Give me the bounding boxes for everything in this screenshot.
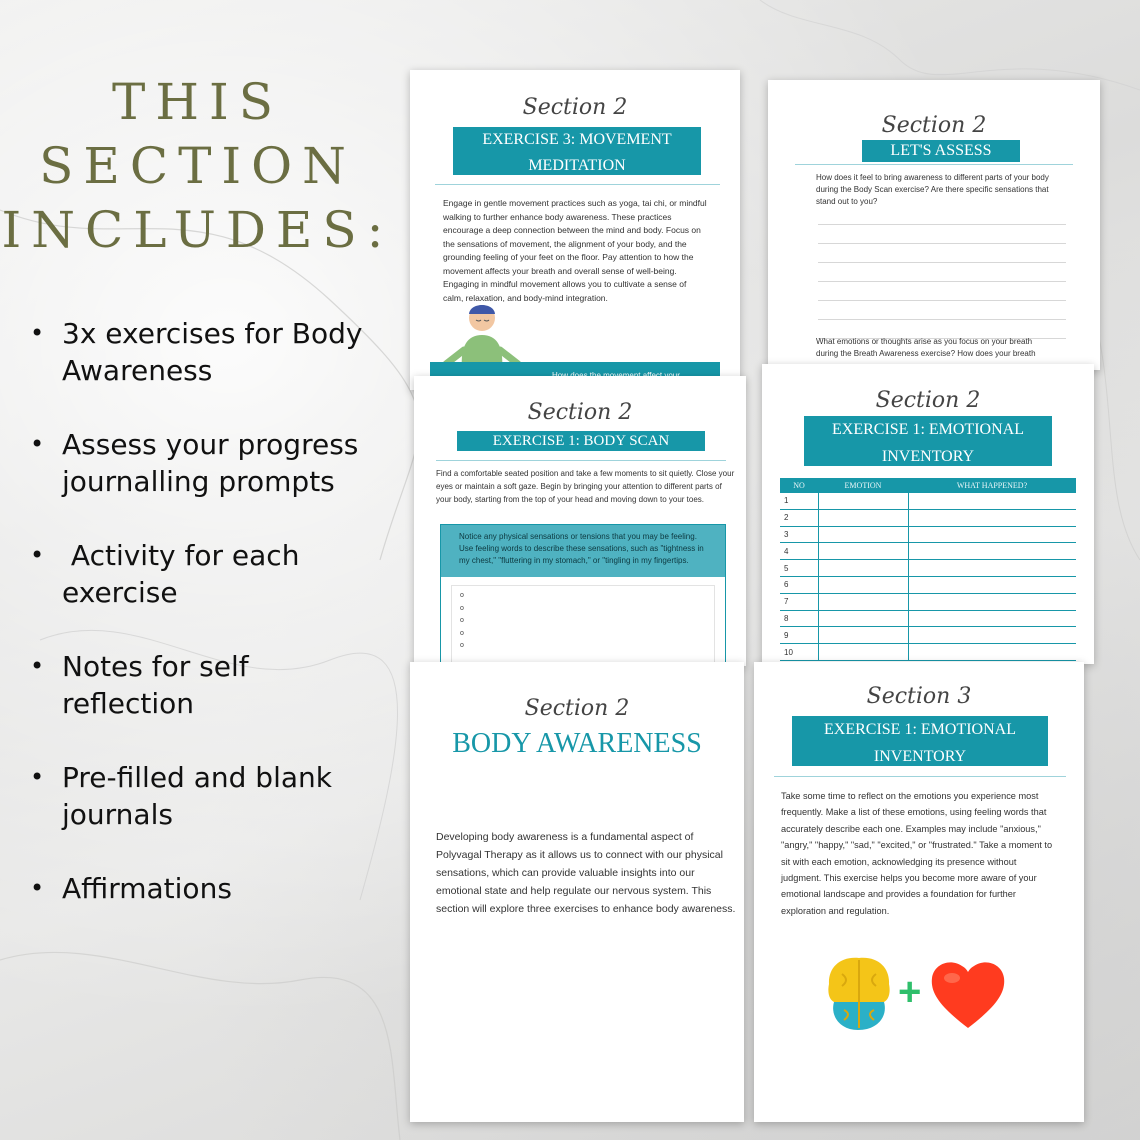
bullet-icon: • [30,541,45,569]
brain-plus-heart-icon [824,954,1014,1044]
page-title: EXERCISE 3: MOVEMENT MEDITATION [453,127,701,175]
heading-line-1: THIS [112,73,283,131]
page-title: BODY AWARENESS [452,728,702,759]
table-row: 8 [780,610,1076,627]
exercise-text: Find a comfortable seated position and take a few moments to sit quietly. Close your eyes or maintain a soft gaze. Begin by bringing your attention to different parts of your body, starting from the top of your head and moving down to your toes. [436,469,735,504]
page-lets-assess [768,80,1100,370]
page-body-scan [414,376,746,666]
plus-sign: + [898,970,922,1014]
prompt-box [440,524,726,666]
table-row: 3 [780,526,1076,543]
page-title: EXERCISE 1: EMOTIONAL INVENTORY [792,716,1048,766]
bullet-icon: • [30,319,45,347]
table-row: 7 [780,593,1076,610]
section-script: Section 2 [522,95,628,120]
column-header: NO [780,478,818,493]
section-script: Section 3 [866,684,972,709]
exercise-text: Engage in gentle movement practices such as yoga, tai chi, or mindful walking to further enhance body awareness. These practices encourage a deep connection between the mind and body. Focus on the sensations of movement, the alignment of your body, and the grounding feeling of your feet on the floor. Pay attention to how the movement affects your breath and overall sense of well-being. Engaging in mindful movement allows you to cultivate a sense of calm, relaxation, and body-mind integration. [443,198,707,303]
list-item: • Activity for each exercise [30,539,309,609]
page-title: LET'S ASSESS [862,140,1020,162]
column-header: EMOTION [818,478,908,493]
section-script: Section 2 [524,696,630,721]
heading-line-2: SECTION [39,137,356,195]
prompt-box-header: Notice any physical sensations or tensions that you may be feeling. Use feeling words to describe these sensations, such as "tightness in my chest," "fluttering in my stomach," or "tingling in my fingertips. [441,525,725,577]
table-row: 5 [780,560,1076,577]
bullet-icon: • [30,763,45,791]
brain-icon [824,954,894,1036]
exercise-text: Take some time to reflect on the emotions you experience most frequently. Make a list of these emotions, using feeling words that accurately describe each one. Examples may include "anxious," "angry," "happy," "sad," "excited," or "frustrated." Take a moment to sit with each emotion, acknowledging its presence without judgment. This exercise helps you become more aware of your emotional landscape and provides a foundation for further exploration and regulation. [781,791,1053,916]
divider [795,164,1073,165]
page-title: EXERCISE 1: BODY SCAN [457,431,705,451]
bullet-icon: • [30,874,45,902]
bullet-icon: • [30,652,45,680]
bullet-icon: • [30,430,45,458]
page-emotional-inventory [762,364,1094,664]
table-row: 10 [780,644,1076,661]
list-item: • Affirmations [30,872,232,905]
table-row: 2 [780,509,1076,526]
answer-lines [818,206,1066,339]
page-section-3 [754,662,1084,1122]
page-movement-meditation [410,70,740,390]
divider [435,184,720,185]
page-title: EXERCISE 1: EMOTIONAL INVENTORY [804,416,1052,466]
prompt-question: How does it feel to bring awareness to different parts of your body during the Body Scan exercise? Are there specific sensations that stand out to you? [816,173,1049,206]
intro-text: Developing body awareness is a fundamental aspect of Polyvagal Therapy as it allows us to connect with our physical sensations, which can provide valuable insights into our emotional state and help regulate our nervous system. This section will explore three exercises to enhance body awareness. [436,831,736,915]
heading-line-3: INCLUDES: [1,201,394,259]
divider [436,460,726,461]
answer-bullets: o o o o o [451,585,715,666]
list-item: • Assess your progress journalling prompts [30,428,359,498]
list-item: • 3x exercises for Body Awareness [30,317,363,387]
table-row: 4 [780,543,1076,560]
table-row: 6 [780,576,1076,593]
page-body-awareness [410,662,744,1122]
section-heading [0,70,395,262]
column-header: WHAT HAPPENED? [908,478,1076,493]
section-script: Section 2 [881,113,987,138]
table-row: 9 [780,627,1076,644]
inventory-table [780,478,1076,661]
section-script: Section 2 [527,400,633,425]
feature-list [30,315,380,944]
section-script: Section 2 [875,388,981,413]
heart-icon [928,958,1008,1032]
table-row: 1 [780,493,1076,509]
divider [774,776,1066,777]
list-item: • Pre-filled and blank journals [30,761,332,831]
prompt-question: What emotions or thoughts arise as you focus on your breath during the Breath Awareness exercise? How does your breath [816,337,1036,358]
list-item: • Notes for self reflection [30,650,249,720]
